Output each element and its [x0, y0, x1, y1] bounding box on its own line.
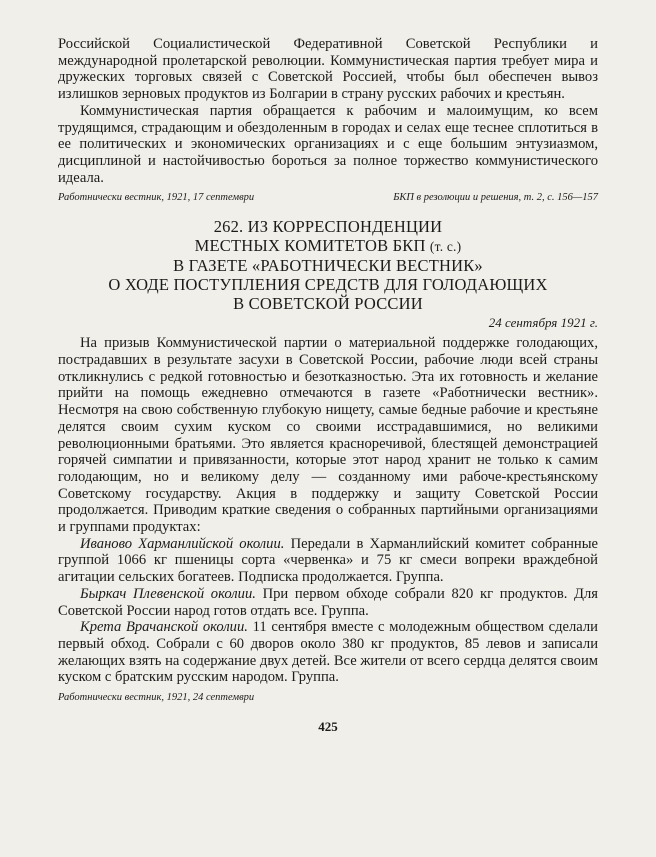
page-number: 425 — [318, 719, 338, 735]
document-heading — [58, 217, 598, 313]
place-name: Быркач Плевенской околии. — [80, 585, 256, 602]
page — [58, 36, 598, 735]
heading-line-4: О ХОДЕ ПОСТУПЛЕНИЯ СРЕДСТВ ДЛЯ ГОЛОДАЮЩИХ — [108, 275, 548, 295]
source-newspaper: Работнически вестник, 1921, 17 септември — [58, 192, 255, 204]
paragraph-kreta — [58, 619, 598, 686]
heading-line-1: 262. ИЗ КОРРЕСПОНДЕНЦИИ — [213, 217, 443, 237]
paragraph-intro: Российской Социалистической Федеративной Советской Республики и международной пролетарской революции. Коммунистическая партия требует мира и дружеских торговых связей с Советской Россией, чтобы был обеспечен вывоз излишков зерновых продуктов из Болгарии в страну русских рабочих и крестьян. — [58, 36, 598, 103]
place-name: Крета Врачанской околии. — [80, 619, 248, 636]
paragraph-appeal: Коммунистическая партия обращается к рабочим и малоимущим, ко всем трудящимся, страдающим и обездоленным в городах и селах еще теснее сплотиться в ее политических и экономических организациях и с еще большим энтузиазмом, дисциплиной и настойчивостью бороться за полное торжество коммунистического идеала. — [58, 102, 598, 186]
report-text: Передали в Харманлийский комитет собранные группой 1066 кг пшеницы сорта «червенка» и 75 кг смеси вопреки враждебной агитации сельских богатеев. Подписка продолжается. Группа. — [58, 535, 598, 586]
source-line-1 — [58, 192, 598, 203]
heading-line-2-note: (т. с.) — [429, 239, 462, 255]
paragraph-ivanovo — [58, 536, 598, 586]
heading-line-5: В СОВЕТСКОЙ РОССИИ — [233, 294, 423, 314]
paragraph-byrkach — [58, 586, 598, 619]
place-name: Иваново Харманлийской околии. — [80, 535, 285, 552]
paragraph-main: На призыв Коммунистической партии о материальной поддержке голодающих, пострадавших в результате засухи в Советской России, рабочие люди всей страны откликнулись с редкой готовностью и безотказностью. Эта их готовность и желание прийти на помощь ежедневно отмечаются в газете «Работнически вестник». Несмотря на свою собственную глубокую нищету, самые бедные рабочие и крестьяне делятся своим сухим куском со своими исстрадавшимися, но великими революционными братьями. Это является красноречивой, блестящей демонстрацией горячей симпатии и привязанности, которые этот народ хранит не только к самим голодающим, но и великому делу — созданному ими рабоче-крестьянскому Советскому государству. Акция в поддержку и защиту Советской России продолжается. Приводим краткие сведения о собранных партийными организациями и группами продуктах: — [58, 335, 598, 536]
source-newspaper: Работнически вестник, 1921, 24 септември — [58, 692, 255, 704]
source-collection: БКП в резолюции и решения, т. 2, с. 156—157 — [393, 192, 598, 204]
source-line-2 — [58, 692, 598, 703]
report-text: 11 сентября вместе с молодежным обществом сделали первый обход. Собрали с 60 дворов около 380 кг продуктов, 85 левов и записали желающих взять на содержание двух детей. Все жители от всего сердца делятся своим куском с братским русским народом. Группа. — [58, 619, 598, 686]
report-text: При первом обходе собрали 820 кг продуктов. Для Советской России народ готов отдать все. Группа. — [58, 585, 599, 619]
heading-line-2-main: МЕСТНЫХ КОМИТЕТОВ БКП — [194, 236, 430, 256]
heading-line-3: В ГАЗЕТЕ «РАБОТНИЧЕСКИ ВЕСТНИК» — [173, 256, 483, 276]
heading-line-2 — [58, 236, 598, 256]
document-date: 24 сентября 1921 г. — [488, 315, 598, 331]
